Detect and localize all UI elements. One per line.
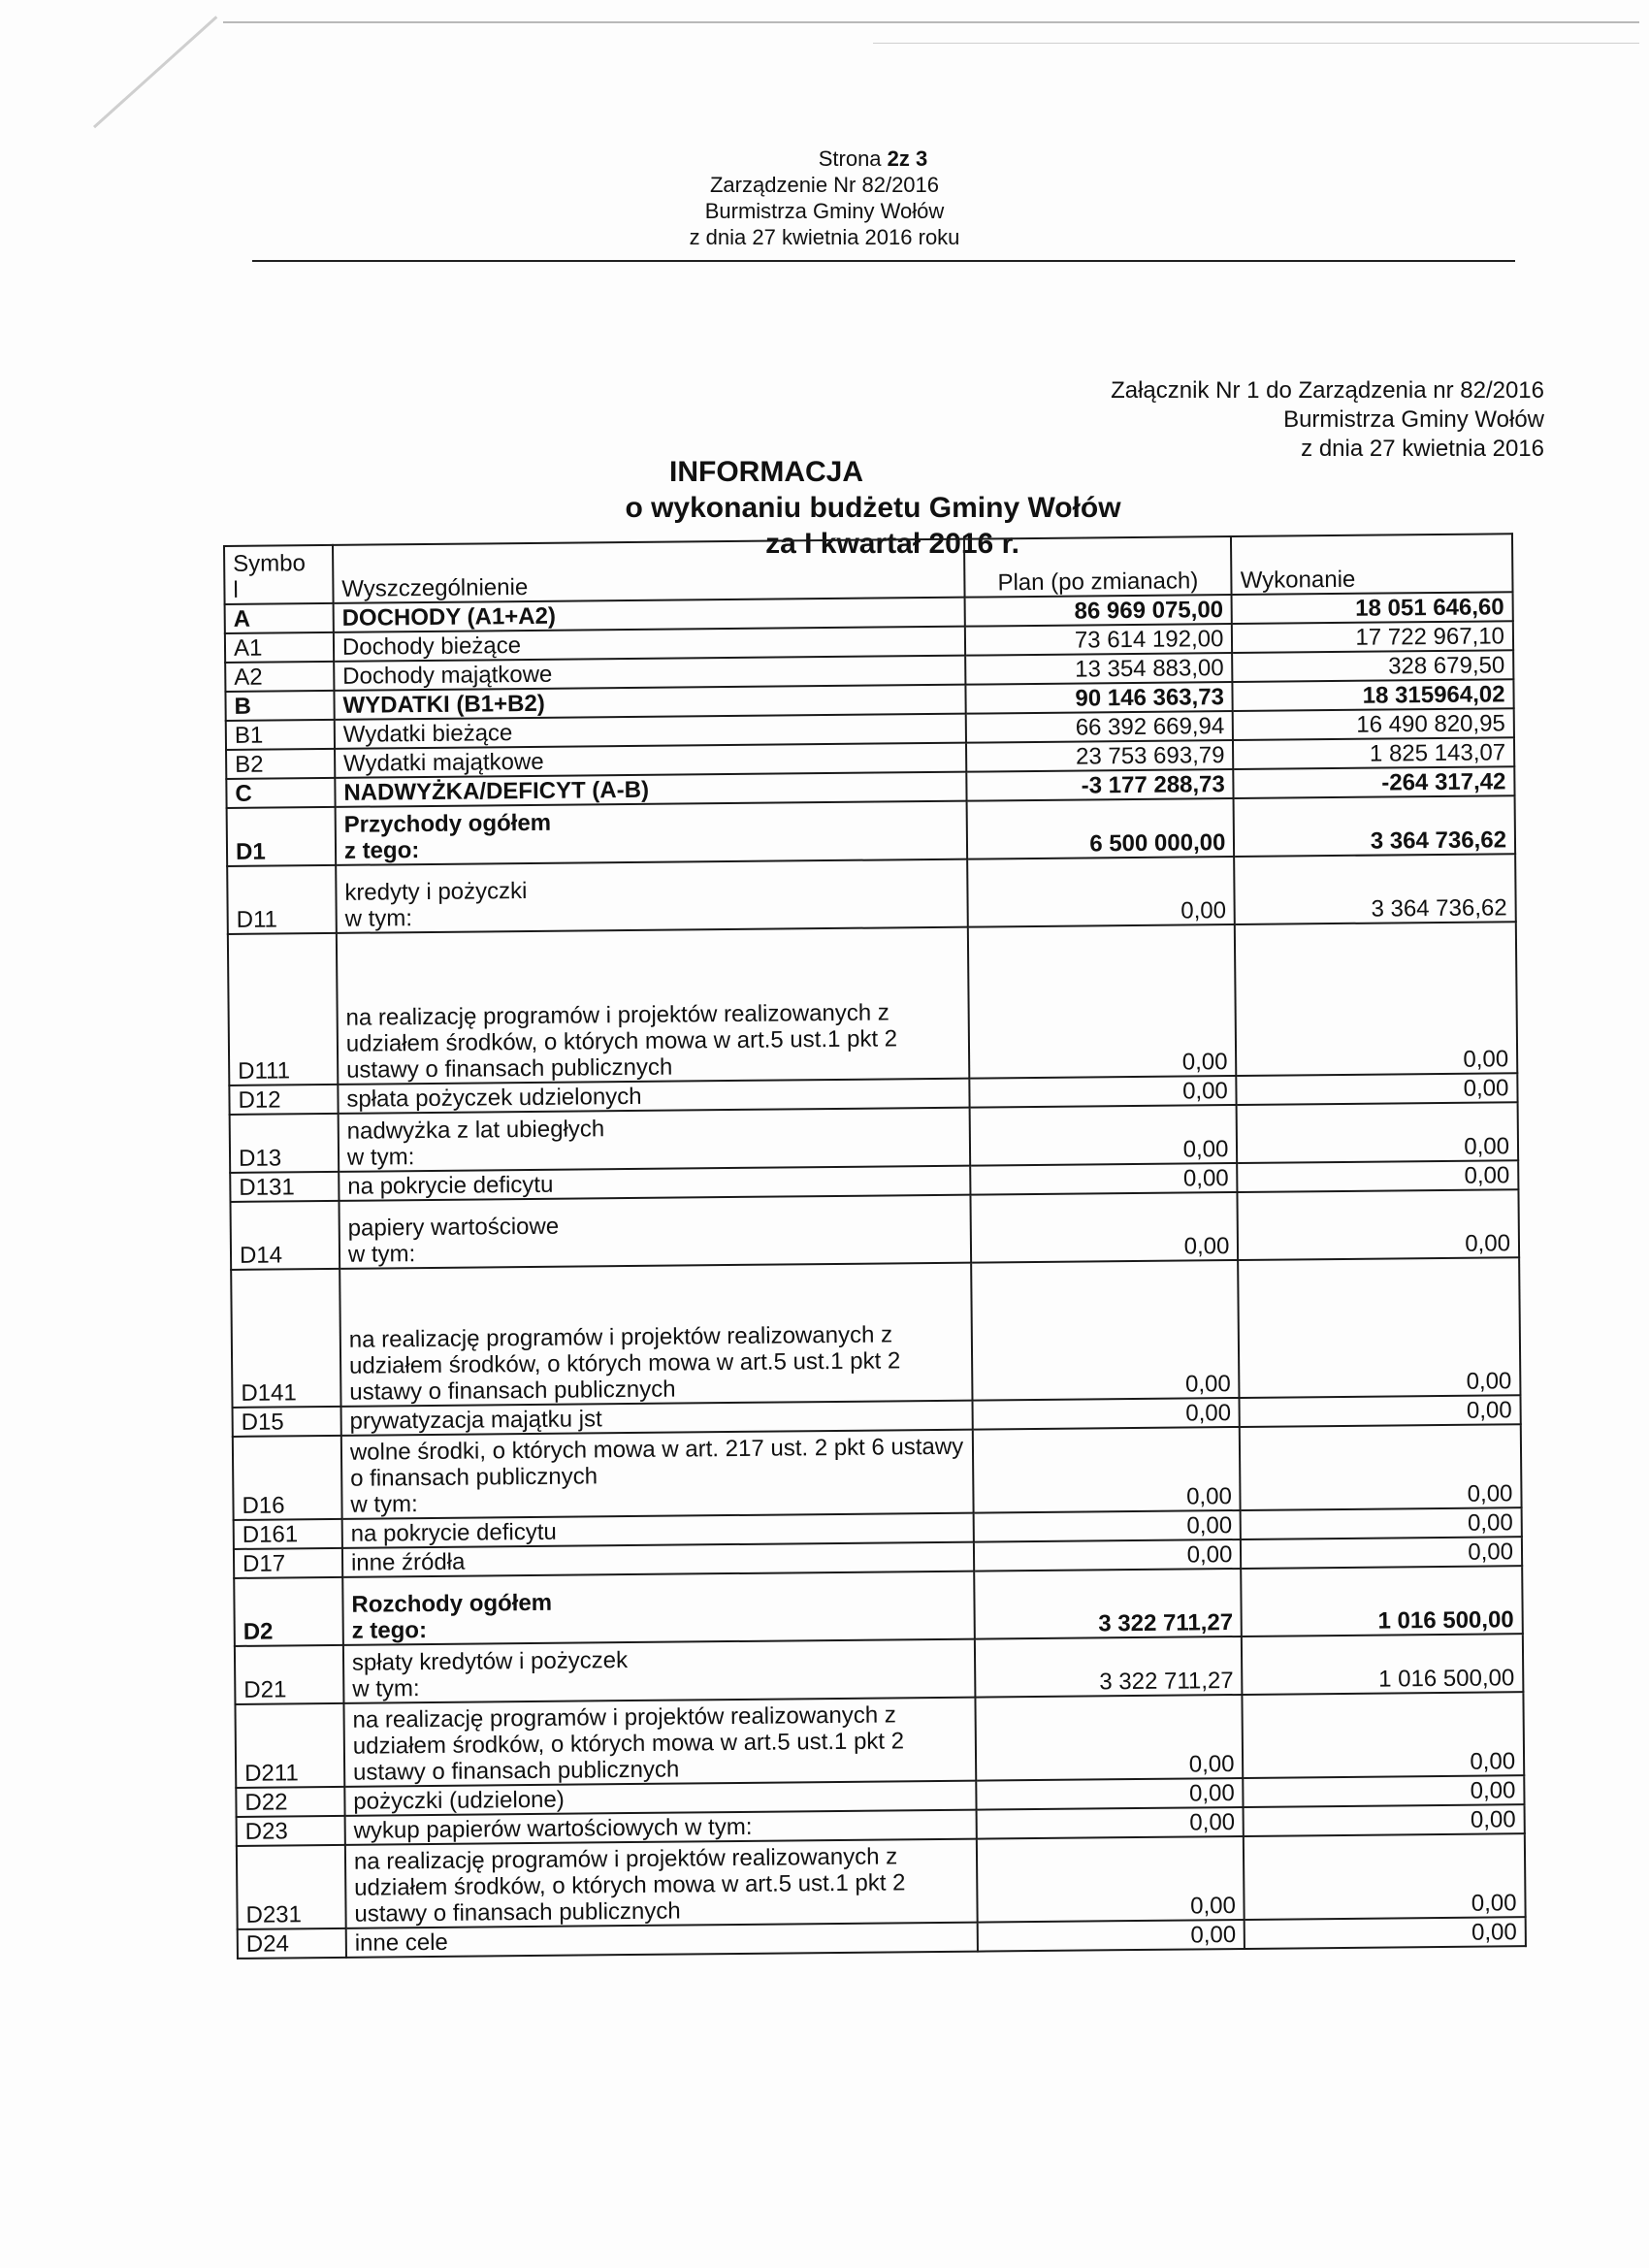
row-description: papiery wartościowe w tym: [339, 1195, 970, 1269]
row-plan: 0,00 [970, 1163, 1238, 1195]
row-symbol: D17 [234, 1548, 342, 1578]
row-execution: 18 051 646,60 [1232, 592, 1513, 624]
row-execution: 0,00 [1238, 1160, 1519, 1192]
row-symbol: A2 [225, 662, 334, 692]
row-execution: 0,00 [1239, 1257, 1521, 1398]
title-line: o wykonaniu budżetu Gminy Wołów [625, 492, 1121, 524]
row-execution: 0,00 [1241, 1507, 1522, 1539]
row-description: Przychody ogółem z tego: [336, 801, 967, 865]
row-plan: 0,00 [970, 1192, 1238, 1263]
row-execution: 0,00 [1241, 1537, 1522, 1569]
row-description: wolne środki, o których mowa w art. 217 ust. 2 pkt 6 ustawy o finansach publicznych w tym: [341, 1430, 973, 1519]
row-symbol: D13 [230, 1114, 339, 1173]
page-label: Strona [818, 146, 882, 171]
row-plan: 0,00 [976, 1807, 1244, 1839]
page-number: 2z 3 [887, 146, 928, 171]
row-symbol: D211 [235, 1703, 344, 1788]
row-description: pożyczki (udzielone) [344, 1781, 976, 1816]
row-plan: 6 500 000,00 [966, 798, 1234, 859]
row-description: Dochody bieżące [334, 627, 965, 662]
row-execution: 1 825 143,07 [1233, 737, 1514, 769]
mayor-line: Burmistrza Gminy Wołów [704, 199, 945, 223]
row-description: spłata pożyczek udzielonych [338, 1079, 969, 1114]
row-plan: 0,00 [976, 1836, 1245, 1923]
row-description: na realizację programów i projektów realizowanych z udziałem środków, o których mowa w art.5 ust.1 pkt 2 ustawy o finansach publicznych [345, 1839, 977, 1928]
scan-edge [223, 21, 1639, 23]
row-plan: 90 146 363,73 [965, 682, 1233, 714]
table-row [230, 1189, 1519, 1270]
row-description: na pokrycie deficytu [339, 1166, 970, 1201]
row-symbol: D15 [233, 1407, 341, 1437]
table-row [237, 1833, 1526, 1929]
row-execution: 0,00 [1237, 1102, 1518, 1163]
row-symbol: D22 [236, 1787, 344, 1817]
row-plan: 0,00 [973, 1539, 1241, 1571]
row-plan: 0,00 [972, 1427, 1241, 1513]
table-row [227, 854, 1516, 934]
row-description: DOCHODY (A1+A2) [334, 598, 965, 632]
row-plan: 0,00 [967, 857, 1235, 927]
scan-edge [873, 43, 1639, 44]
row-execution: 3 364 736,62 [1235, 854, 1516, 924]
row-description: na realizację programów i projektów realizowanych z udziałem środków, o których mowa w art.5 ust.1 pkt 2 ustawy o finansach publicznych [337, 927, 969, 1085]
row-execution: 16 490 820,95 [1233, 708, 1514, 740]
row-description: Wydatki majątkowe [335, 743, 966, 778]
row-plan: 0,00 [969, 1076, 1237, 1108]
row-execution: 0,00 [1243, 1692, 1524, 1778]
row-symbol: B [225, 691, 334, 721]
row-description: na pokrycie deficytu [342, 1513, 974, 1548]
row-plan: 0,00 [977, 1920, 1245, 1952]
date-line: z dnia 27 kwietnia 2016 roku [689, 225, 960, 249]
table-row [234, 1566, 1523, 1646]
row-symbol: C [226, 778, 335, 808]
row-execution: 0,00 [1235, 922, 1517, 1076]
row-symbol: D1 [227, 807, 336, 866]
row-description: Wydatki bieżące [335, 714, 966, 749]
attachment-line: Burmistrza Gminy Wołów [1283, 406, 1544, 433]
header-description: Wyszczególnienie [333, 539, 964, 603]
row-symbol: B2 [226, 749, 335, 779]
row-execution: 0,00 [1240, 1395, 1521, 1427]
row-plan: 23 753 693,79 [966, 740, 1234, 772]
header-symbol: Symbo l [224, 545, 333, 604]
row-symbol: D2 [234, 1577, 343, 1646]
row-execution: 0,00 [1240, 1424, 1521, 1510]
row-description: na realizację programów i projektów realizowanych z udziałem środków, o których mowa w art.5 ust.1 pkt 2 ustawy o finansach publicznych [340, 1263, 972, 1407]
attachment-line: Załącznik Nr 1 do Zarządzenia nr 82/2016 [1111, 377, 1544, 404]
row-description: nadwyżka z lat ubiegłych w tym: [339, 1108, 970, 1172]
row-description: Dochody majątkowe [334, 656, 965, 691]
row-description: WYDATKI (B1+B2) [334, 685, 965, 720]
row-execution: 17 722 967,10 [1232, 621, 1513, 653]
row-symbol: D131 [230, 1172, 339, 1202]
title-line: INFORMACJA [669, 456, 863, 488]
page-number-line [97, 146, 1649, 172]
row-execution: 328 679,50 [1233, 650, 1514, 682]
row-description: NADWYŻKA/DEFICYT (A-B) [335, 772, 966, 807]
row-execution: 1 016 500,00 [1242, 1634, 1523, 1695]
row-plan: 0,00 [971, 1260, 1240, 1401]
row-description: prywatyzacja majątku jst [340, 1401, 972, 1436]
row-execution: 0,00 [1244, 1804, 1525, 1836]
row-description: inne źródła [342, 1542, 974, 1577]
row-symbol: D16 [233, 1436, 342, 1520]
row-plan: 3 322 711,27 [974, 1569, 1242, 1639]
row-plan: 73 614 192,00 [964, 624, 1232, 656]
row-plan: 66 392 669,94 [965, 711, 1233, 743]
row-symbol: A1 [225, 632, 334, 663]
row-symbol: D12 [229, 1085, 338, 1115]
title-line: za I kwartał 2016 r. [765, 528, 1019, 560]
row-symbol: D23 [237, 1816, 345, 1846]
table-row [233, 1424, 1522, 1520]
row-description: Rozchody ogółem z tego: [342, 1571, 974, 1645]
table-row [231, 1257, 1520, 1408]
row-symbol: B1 [226, 720, 335, 750]
header-rule [252, 260, 1515, 262]
row-plan: 13 354 883,00 [965, 653, 1233, 685]
row-execution: 0,00 [1244, 1775, 1525, 1807]
header-execution: Wykonanie [1231, 534, 1512, 595]
row-symbol: D11 [227, 865, 337, 934]
attachment-note [1040, 376, 1544, 464]
header-plan: Plan (po zmianach) [964, 536, 1232, 598]
attachment-line: z dnia 27 kwietnia 2016 [1301, 436, 1544, 462]
row-description: kredyty i pożyczki w tym: [336, 859, 967, 933]
row-plan: 0,00 [975, 1695, 1244, 1781]
row-execution: 0,00 [1238, 1189, 1519, 1260]
row-execution: 18 315964,02 [1233, 679, 1514, 711]
row-symbol: D24 [238, 1928, 346, 1959]
row-symbol: D161 [234, 1519, 342, 1549]
row-symbol: D141 [231, 1269, 340, 1408]
row-execution: 0,00 [1244, 1833, 1525, 1920]
row-description: na realizację programów i projektów realizowanych z udziałem środków, o których mowa w art.5 ust.1 pkt 2 ustawy o finansach publicznych [343, 1698, 975, 1787]
table-row [235, 1692, 1524, 1788]
row-plan: 0,00 [969, 1105, 1237, 1166]
row-execution: 0,00 [1237, 1073, 1518, 1105]
row-execution: -264 317,42 [1234, 766, 1515, 798]
page-header [0, 146, 1649, 250]
row-plan: 0,00 [967, 924, 1236, 1079]
row-symbol: D111 [228, 933, 338, 1085]
row-plan: 0,00 [973, 1510, 1241, 1542]
row-description: inne cele [346, 1923, 978, 1958]
row-description: spłaty kredytów i pożyczek w tym: [343, 1639, 975, 1703]
order-line: Zarządzenie Nr 82/2016 [709, 173, 940, 197]
budget-table [223, 533, 1527, 1960]
row-plan: 3 322 711,27 [974, 1636, 1242, 1698]
scan-corner-fold [93, 16, 217, 128]
row-execution: 3 364 736,62 [1234, 795, 1515, 857]
row-symbol: D231 [237, 1845, 346, 1929]
row-symbol: D14 [230, 1201, 340, 1270]
row-plan: -3 177 288,73 [966, 769, 1234, 801]
row-description: wykup papierów wartościowych w tym: [345, 1810, 977, 1845]
row-plan: 0,00 [976, 1778, 1244, 1810]
row-symbol: A [225, 603, 334, 633]
table-row [228, 922, 1517, 1085]
row-symbol: D21 [235, 1645, 343, 1704]
row-execution: 0,00 [1245, 1917, 1526, 1949]
row-plan: 0,00 [972, 1398, 1240, 1430]
row-execution: 1 016 500,00 [1242, 1566, 1523, 1636]
row-plan: 86 969 075,00 [964, 595, 1232, 627]
